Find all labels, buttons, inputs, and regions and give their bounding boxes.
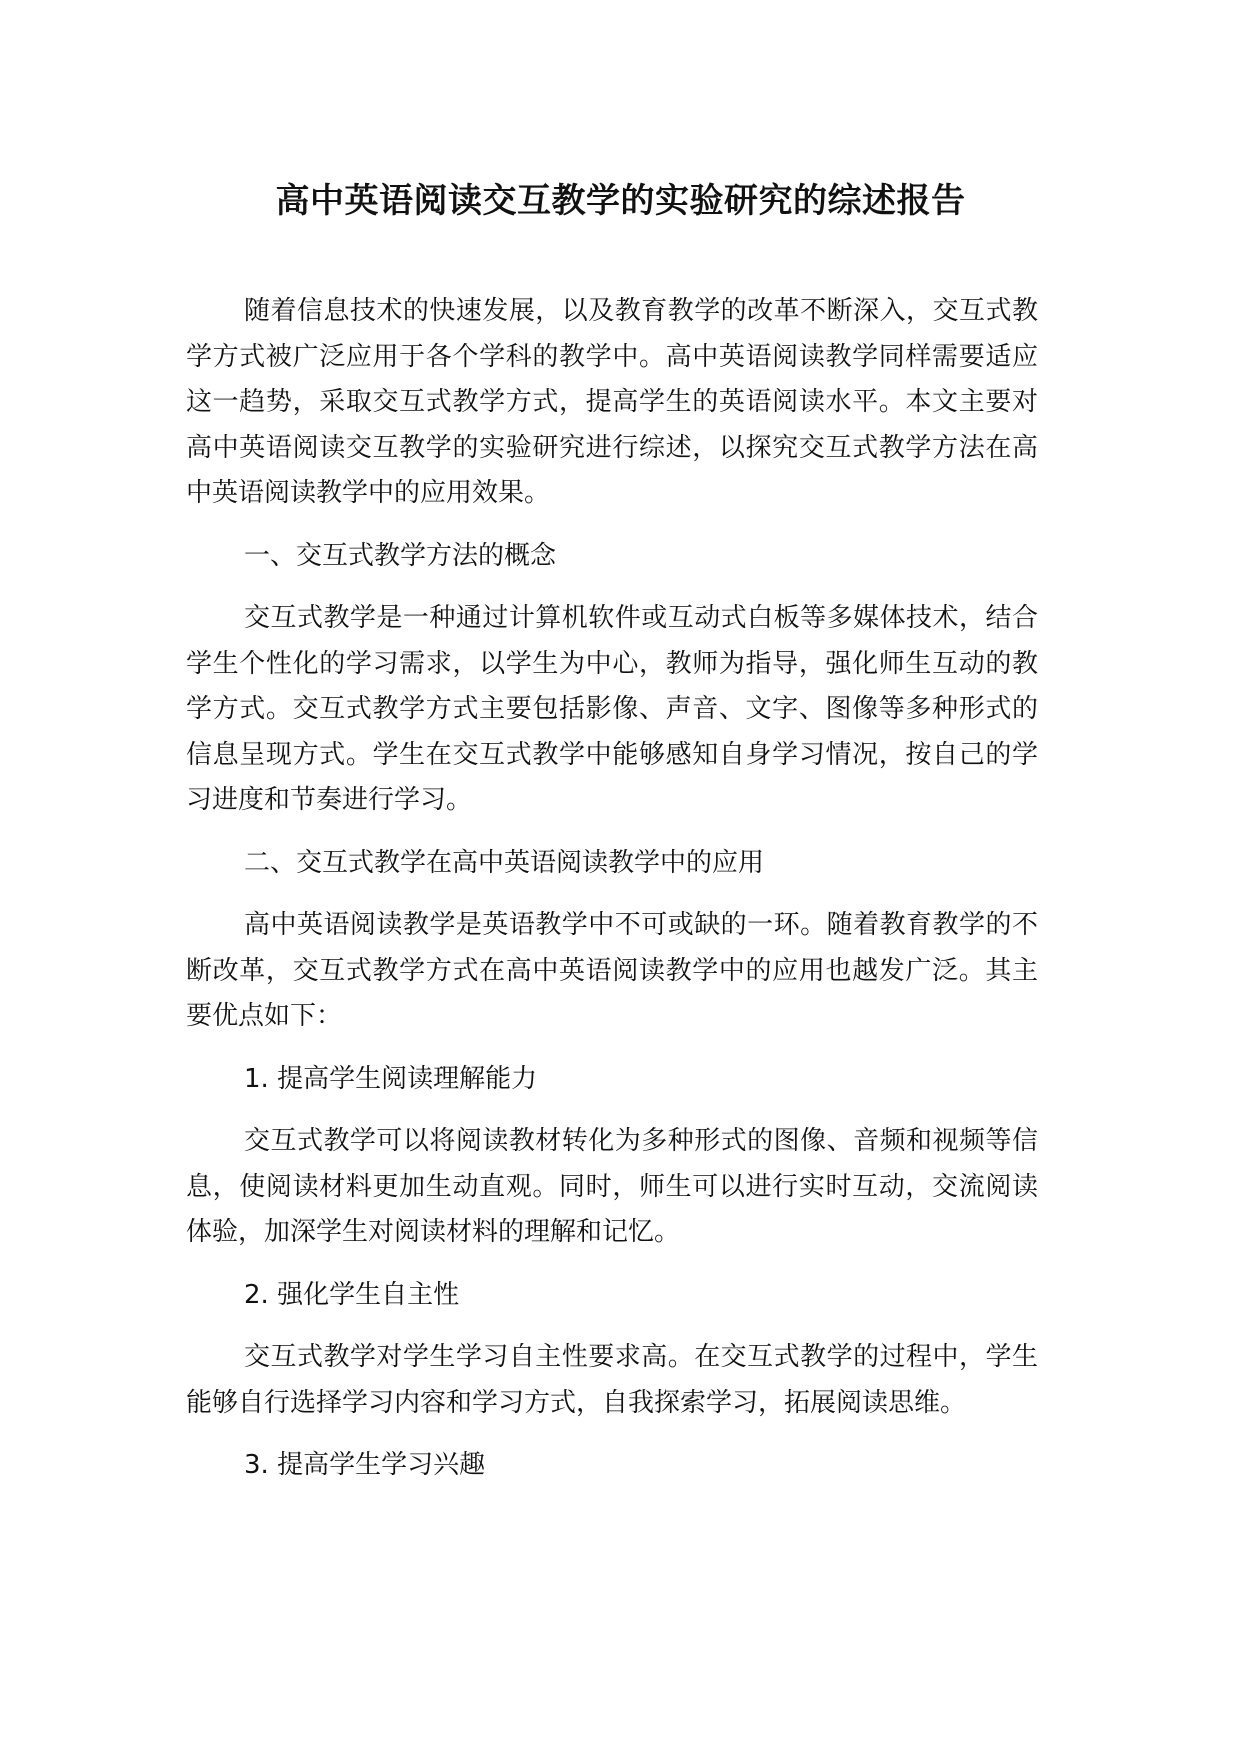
application-paragraph: 高中英语阅读教学是英语教学中不可或缺的一环。随着教育教学的不断改革，交互式教学方式在高中英语阅读教学中的应用也越发广泛。其主要优点如下： (186, 910, 1038, 1031)
section-heading-concept: 一、交互式教学方法的概念 (244, 540, 557, 571)
concept-paragraph: 交互式教学是一种通过计算机软件或互动式白板等多媒体技术，结合学生个性化的学习需求，以学生为中心，教师为指导，强化师生互动的教学方式。交互式教学方式主要包括影像、声音、文字、图像等多种形式的信息呈现方式。学生在交互式教学中能够感知自身学习情况，按自己的学习进度和节奏进行学习。 (186, 603, 1038, 815)
reading-comprehension-paragraph: 交互式教学可以将阅读教材转化为多种形式的图像、音频和视频等信息，使阅读材料更加生动直观。同时，师生可以进行实时互动，交流阅读体验，加深学生对阅读材料的理解和记忆。 (186, 1126, 1038, 1247)
subheading-interest: 3. 提高学生学习兴趣 (244, 1450, 486, 1480)
intro-paragraph: 随着信息技术的快速发展，以及教育教学的改革不断深入，交互式教学方式被广泛应用于各个学科的教学中。高中英语阅读教学同样需要适应这一趋势，采取交互式教学方式，提高学生的英语阅读水平。本文主要对高中英语阅读交互教学的实验研究进行综述，以探究交互式教学方法在高中英语阅读教学中的应用效果。 (186, 296, 1038, 508)
section-heading-application: 二、交互式教学在高中英语阅读教学中的应用 (244, 847, 765, 878)
autonomy-paragraph: 交互式教学对学生学习自主性要求高。在交互式教学的过程中，学生能够自行选择学习内容和学习方式，自我探索学习，拓展阅读思维。 (186, 1342, 1038, 1418)
document-title: 高中英语阅读交互教学的实验研究的综述报告 (275, 181, 966, 221)
document-body (186, 289, 1038, 1506)
subheading-autonomy: 2. 强化学生自主性 (244, 1279, 460, 1310)
subheading-reading-comprehension: 1. 提高学生阅读理解能力 (244, 1063, 538, 1094)
